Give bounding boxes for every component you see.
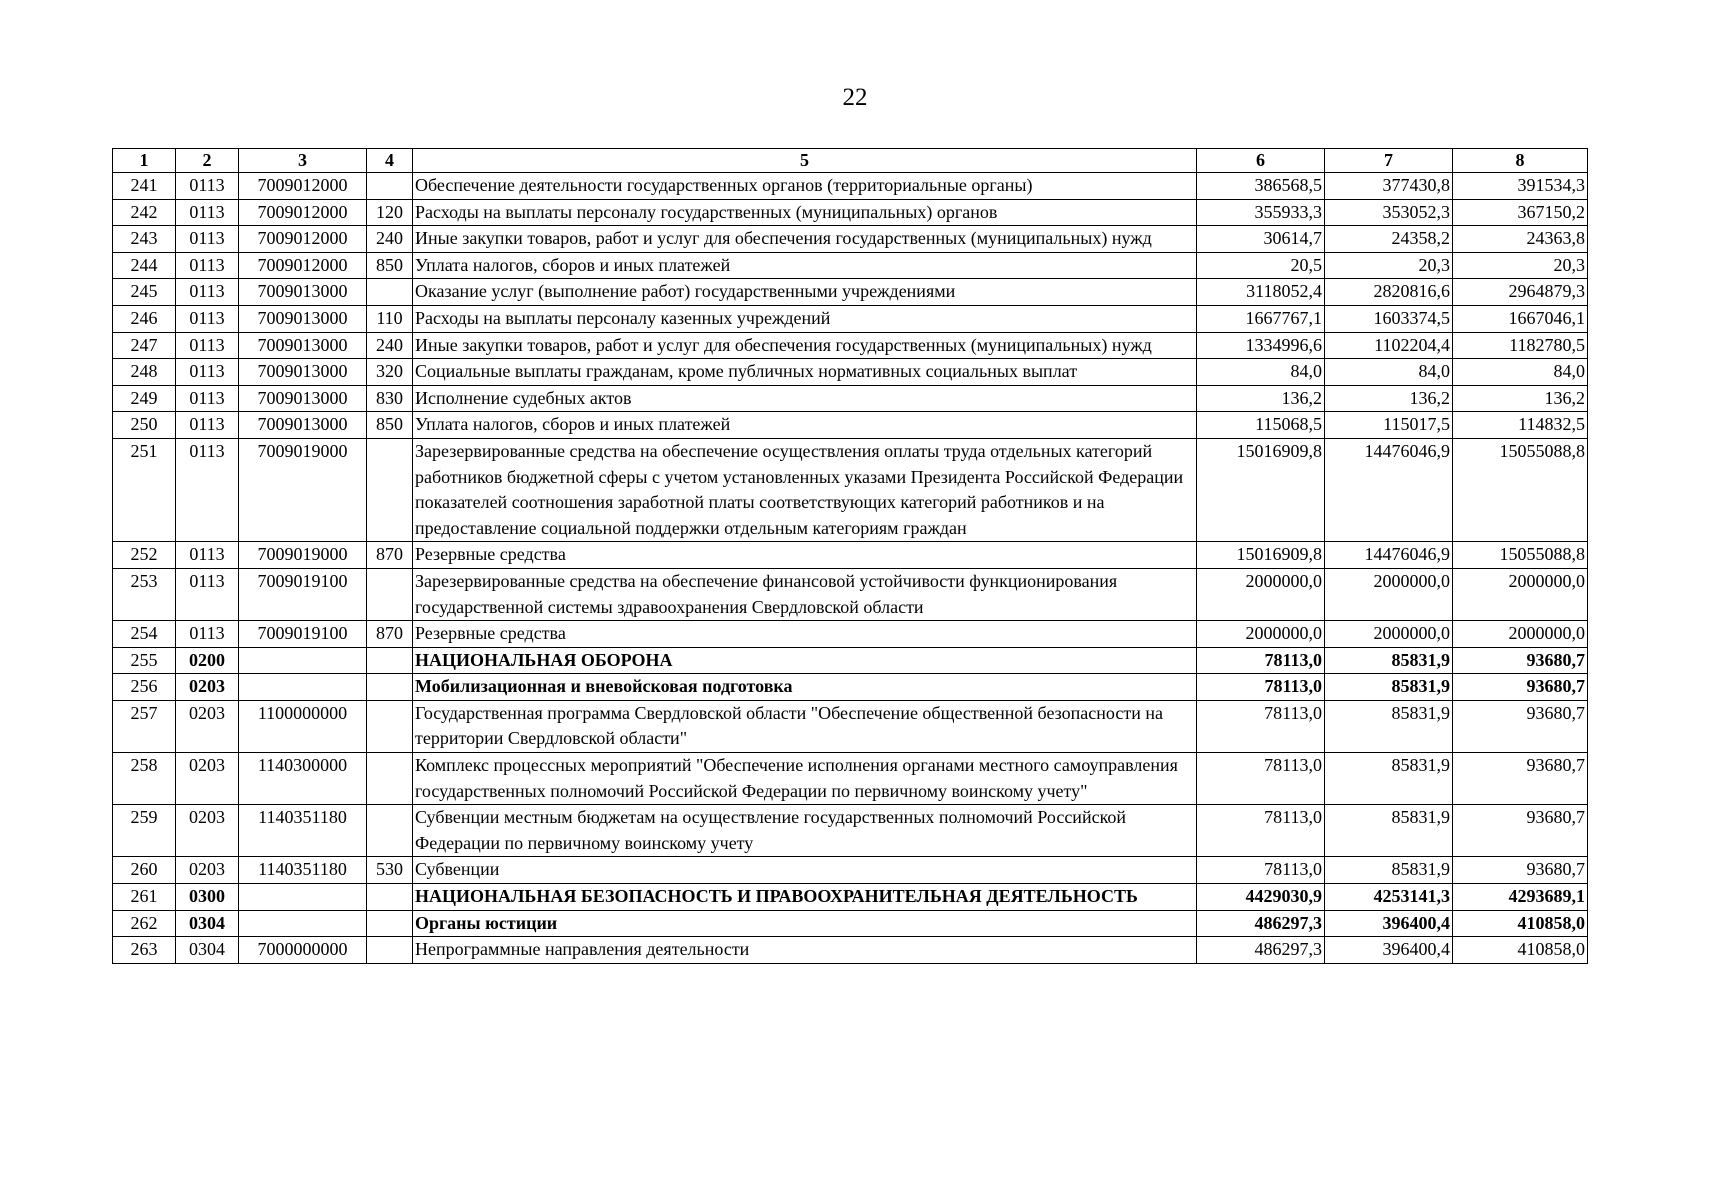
expense-type-cell: 120 bbox=[367, 199, 413, 226]
amount-year3-cell: 2000000,0 bbox=[1453, 568, 1588, 620]
amount-year1-cell: 136,2 bbox=[1197, 385, 1325, 412]
section-code-cell: 0113 bbox=[176, 542, 239, 569]
table-row bbox=[113, 857, 1588, 884]
amount-year3-cell: 367150,2 bbox=[1453, 199, 1588, 226]
amount-year3-cell: 93680,7 bbox=[1453, 753, 1588, 805]
amount-year3-cell: 93680,7 bbox=[1453, 647, 1588, 674]
expense-type-cell bbox=[367, 700, 413, 752]
expense-type-cell: 870 bbox=[367, 621, 413, 648]
amount-year1-cell: 115068,5 bbox=[1197, 412, 1325, 439]
target-article-cell: 7009012000 bbox=[239, 226, 367, 253]
section-code-cell: 0113 bbox=[176, 621, 239, 648]
target-article-cell: 7009019000 bbox=[239, 438, 367, 541]
row-number-cell: 242 bbox=[113, 199, 176, 226]
row-number-cell: 247 bbox=[113, 332, 176, 359]
target-article-cell: 7009013000 bbox=[239, 412, 367, 439]
expense-type-cell bbox=[367, 173, 413, 200]
amount-year3-cell: 114832,5 bbox=[1453, 412, 1588, 439]
target-article-cell bbox=[239, 910, 367, 937]
row-number-cell: 255 bbox=[113, 647, 176, 674]
amount-year2-cell: 85831,9 bbox=[1325, 805, 1453, 857]
amount-year3-cell: 410858,0 bbox=[1453, 910, 1588, 937]
item-name-cell: Субвенции bbox=[413, 857, 1197, 884]
target-article-cell: 7009012000 bbox=[239, 252, 367, 279]
amount-year1-cell: 3118052,4 bbox=[1197, 279, 1325, 306]
item-name-cell: Мобилизационная и вневойсковая подготовка bbox=[413, 674, 1197, 701]
item-name-cell: Резервные средства bbox=[413, 542, 1197, 569]
amount-year3-cell: 410858,0 bbox=[1453, 937, 1588, 964]
amount-year1-cell: 84,0 bbox=[1197, 359, 1325, 386]
amount-year3-cell: 93680,7 bbox=[1453, 700, 1588, 752]
header-col-8: 8 bbox=[1453, 149, 1588, 173]
amount-year1-cell: 20,5 bbox=[1197, 252, 1325, 279]
amount-year1-cell: 486297,3 bbox=[1197, 937, 1325, 964]
table-row bbox=[113, 359, 1588, 386]
amount-year1-cell: 4429030,9 bbox=[1197, 884, 1325, 911]
amount-year2-cell: 85831,9 bbox=[1325, 857, 1453, 884]
item-name-cell: Субвенции местным бюджетам на осуществление государственных полномочий Российской Федерации по первичному воинскому учету bbox=[413, 805, 1197, 857]
expense-type-cell bbox=[367, 937, 413, 964]
section-code-cell: 0203 bbox=[176, 674, 239, 701]
header-col-4: 4 bbox=[367, 149, 413, 173]
amount-year1-cell: 78113,0 bbox=[1197, 674, 1325, 701]
expense-type-cell bbox=[367, 568, 413, 620]
amount-year2-cell: 1102204,4 bbox=[1325, 332, 1453, 359]
row-number-cell: 258 bbox=[113, 753, 176, 805]
amount-year3-cell: 4293689,1 bbox=[1453, 884, 1588, 911]
target-article-cell: 7009013000 bbox=[239, 279, 367, 306]
amount-year1-cell: 78113,0 bbox=[1197, 857, 1325, 884]
item-name-cell: Комплекс процессных мероприятий "Обеспечение исполнения органами местного самоуправления государственных полномочий Российской Федерации по первичному воинскому учету" bbox=[413, 753, 1197, 805]
expense-type-cell bbox=[367, 805, 413, 857]
amount-year2-cell: 396400,4 bbox=[1325, 910, 1453, 937]
table-row bbox=[113, 568, 1588, 620]
amount-year2-cell: 353052,3 bbox=[1325, 199, 1453, 226]
item-name-cell: Обеспечение деятельности государственных органов (территориальные органы) bbox=[413, 173, 1197, 200]
table-row bbox=[113, 252, 1588, 279]
section-code-cell: 0113 bbox=[176, 252, 239, 279]
table-row bbox=[113, 542, 1588, 569]
target-article-cell: 7000000000 bbox=[239, 937, 367, 964]
budget-table bbox=[112, 148, 1588, 964]
row-number-cell: 246 bbox=[113, 305, 176, 332]
expense-type-cell: 870 bbox=[367, 542, 413, 569]
table-row bbox=[113, 884, 1588, 911]
amount-year2-cell: 136,2 bbox=[1325, 385, 1453, 412]
table-row bbox=[113, 621, 1588, 648]
amount-year3-cell: 136,2 bbox=[1453, 385, 1588, 412]
item-name-cell: Иные закупки товаров, работ и услуг для обеспечения государственных (муниципальных) нужд bbox=[413, 226, 1197, 253]
section-code-cell: 0203 bbox=[176, 700, 239, 752]
section-code-cell: 0300 bbox=[176, 884, 239, 911]
expense-type-cell: 830 bbox=[367, 385, 413, 412]
item-name-cell: Резервные средства bbox=[413, 621, 1197, 648]
expense-type-cell: 850 bbox=[367, 252, 413, 279]
target-article-cell: 7009012000 bbox=[239, 199, 367, 226]
amount-year3-cell: 24363,8 bbox=[1453, 226, 1588, 253]
item-name-cell: Уплата налогов, сборов и иных платежей bbox=[413, 412, 1197, 439]
row-number-cell: 257 bbox=[113, 700, 176, 752]
section-code-cell: 0203 bbox=[176, 857, 239, 884]
table-row bbox=[113, 753, 1588, 805]
amount-year2-cell: 396400,4 bbox=[1325, 937, 1453, 964]
table-row bbox=[113, 305, 1588, 332]
table-row bbox=[113, 412, 1588, 439]
amount-year3-cell: 93680,7 bbox=[1453, 805, 1588, 857]
amount-year2-cell: 2000000,0 bbox=[1325, 621, 1453, 648]
amount-year3-cell: 15055088,8 bbox=[1453, 438, 1588, 541]
expense-type-cell: 240 bbox=[367, 332, 413, 359]
item-name-cell: Социальные выплаты гражданам, кроме публичных нормативных социальных выплат bbox=[413, 359, 1197, 386]
table-row bbox=[113, 910, 1588, 937]
amount-year1-cell: 355933,3 bbox=[1197, 199, 1325, 226]
table-row bbox=[113, 674, 1588, 701]
amount-year2-cell: 84,0 bbox=[1325, 359, 1453, 386]
amount-year3-cell: 1667046,1 bbox=[1453, 305, 1588, 332]
page-number: 22 bbox=[842, 84, 868, 111]
header-col-7: 7 bbox=[1325, 149, 1453, 173]
item-name-cell: Расходы на выплаты персоналу государственных (муниципальных) органов bbox=[413, 199, 1197, 226]
amount-year2-cell: 377430,8 bbox=[1325, 173, 1453, 200]
section-code-cell: 0113 bbox=[176, 412, 239, 439]
table-row bbox=[113, 438, 1588, 541]
amount-year3-cell: 93680,7 bbox=[1453, 674, 1588, 701]
amount-year1-cell: 78113,0 bbox=[1197, 805, 1325, 857]
item-name-cell: Непрограммные направления деятельности bbox=[413, 937, 1197, 964]
item-name-cell: Уплата налогов, сборов и иных платежей bbox=[413, 252, 1197, 279]
table-row bbox=[113, 937, 1588, 964]
item-name-cell: Зарезервированные средства на обеспечение осуществления оплаты труда отдельных категорий работников бюджетной сферы с учетом установленных указами Президента Российской Федерации показателей соотношения заработной платы соответствующих категорий работников и на предоставление социальной поддержки отдельным категориям граждан bbox=[413, 438, 1197, 541]
amount-year2-cell: 14476046,9 bbox=[1325, 542, 1453, 569]
amount-year2-cell: 85831,9 bbox=[1325, 647, 1453, 674]
table-row bbox=[113, 332, 1588, 359]
amount-year3-cell: 20,3 bbox=[1453, 252, 1588, 279]
row-number-cell: 260 bbox=[113, 857, 176, 884]
item-name-cell: Оказание услуг (выполнение работ) государственными учреждениями bbox=[413, 279, 1197, 306]
expense-type-cell: 850 bbox=[367, 412, 413, 439]
amount-year1-cell: 15016909,8 bbox=[1197, 438, 1325, 541]
item-name-cell: Государственная программа Свердловской области "Обеспечение общественной безопасности на территории Свердловской области" bbox=[413, 700, 1197, 752]
target-article-cell: 7009019100 bbox=[239, 621, 367, 648]
section-code-cell: 0304 bbox=[176, 910, 239, 937]
header-col-5: 5 bbox=[413, 149, 1197, 173]
amount-year2-cell: 2820816,6 bbox=[1325, 279, 1453, 306]
target-article-cell: 1140351180 bbox=[239, 857, 367, 884]
amount-year3-cell: 15055088,8 bbox=[1453, 542, 1588, 569]
section-code-cell: 0113 bbox=[176, 332, 239, 359]
section-code-cell: 0113 bbox=[176, 438, 239, 541]
table-row bbox=[113, 805, 1588, 857]
row-number-cell: 241 bbox=[113, 173, 176, 200]
amount-year2-cell: 1603374,5 bbox=[1325, 305, 1453, 332]
row-number-cell: 262 bbox=[113, 910, 176, 937]
table-header-row bbox=[113, 149, 1588, 173]
target-article-cell: 1140300000 bbox=[239, 753, 367, 805]
amount-year2-cell: 85831,9 bbox=[1325, 700, 1453, 752]
amount-year2-cell: 115017,5 bbox=[1325, 412, 1453, 439]
target-article-cell bbox=[239, 674, 367, 701]
target-article-cell bbox=[239, 647, 367, 674]
target-article-cell: 7009012000 bbox=[239, 173, 367, 200]
amount-year1-cell: 78113,0 bbox=[1197, 700, 1325, 752]
amount-year3-cell: 1182780,5 bbox=[1453, 332, 1588, 359]
target-article-cell bbox=[239, 884, 367, 911]
expense-type-cell: 240 bbox=[367, 226, 413, 253]
amount-year2-cell: 4253141,3 bbox=[1325, 884, 1453, 911]
table-row bbox=[113, 700, 1588, 752]
section-code-cell: 0200 bbox=[176, 647, 239, 674]
table-row bbox=[113, 226, 1588, 253]
expense-type-cell bbox=[367, 753, 413, 805]
amount-year2-cell: 2000000,0 bbox=[1325, 568, 1453, 620]
amount-year1-cell: 1667767,1 bbox=[1197, 305, 1325, 332]
amount-year1-cell: 386568,5 bbox=[1197, 173, 1325, 200]
amount-year1-cell: 2000000,0 bbox=[1197, 621, 1325, 648]
row-number-cell: 254 bbox=[113, 621, 176, 648]
target-article-cell: 7009019100 bbox=[239, 568, 367, 620]
table-row bbox=[113, 279, 1588, 306]
amount-year2-cell: 85831,9 bbox=[1325, 674, 1453, 701]
amount-year1-cell: 78113,0 bbox=[1197, 753, 1325, 805]
row-number-cell: 245 bbox=[113, 279, 176, 306]
expense-type-cell bbox=[367, 438, 413, 541]
amount-year1-cell: 1334996,6 bbox=[1197, 332, 1325, 359]
section-code-cell: 0113 bbox=[176, 385, 239, 412]
expense-type-cell bbox=[367, 884, 413, 911]
row-number-cell: 263 bbox=[113, 937, 176, 964]
row-number-cell: 244 bbox=[113, 252, 176, 279]
amount-year3-cell: 2000000,0 bbox=[1453, 621, 1588, 648]
amount-year3-cell: 391534,3 bbox=[1453, 173, 1588, 200]
header-col-3: 3 bbox=[239, 149, 367, 173]
expense-type-cell: 320 bbox=[367, 359, 413, 386]
section-code-cell: 0113 bbox=[176, 359, 239, 386]
section-code-cell: 0113 bbox=[176, 173, 239, 200]
section-code-cell: 0113 bbox=[176, 305, 239, 332]
target-article-cell: 7009013000 bbox=[239, 385, 367, 412]
expense-type-cell bbox=[367, 910, 413, 937]
table-row bbox=[113, 385, 1588, 412]
amount-year2-cell: 14476046,9 bbox=[1325, 438, 1453, 541]
expense-type-cell: 110 bbox=[367, 305, 413, 332]
row-number-cell: 256 bbox=[113, 674, 176, 701]
item-name-cell: Зарезервированные средства на обеспечение финансовой устойчивости функционирования государственной системы здравоохранения Свердловской области bbox=[413, 568, 1197, 620]
table-body bbox=[113, 173, 1588, 964]
target-article-cell: 7009013000 bbox=[239, 305, 367, 332]
target-article-cell: 7009019000 bbox=[239, 542, 367, 569]
expense-type-cell bbox=[367, 279, 413, 306]
row-number-cell: 259 bbox=[113, 805, 176, 857]
row-number-cell: 248 bbox=[113, 359, 176, 386]
header-col-6: 6 bbox=[1197, 149, 1325, 173]
row-number-cell: 253 bbox=[113, 568, 176, 620]
row-number-cell: 252 bbox=[113, 542, 176, 569]
row-number-cell: 249 bbox=[113, 385, 176, 412]
item-name-cell: Исполнение судебных актов bbox=[413, 385, 1197, 412]
table-row bbox=[113, 173, 1588, 200]
target-article-cell: 1100000000 bbox=[239, 700, 367, 752]
section-code-cell: 0304 bbox=[176, 937, 239, 964]
amount-year2-cell: 85831,9 bbox=[1325, 753, 1453, 805]
target-article-cell: 1140351180 bbox=[239, 805, 367, 857]
section-code-cell: 0113 bbox=[176, 279, 239, 306]
amount-year1-cell: 2000000,0 bbox=[1197, 568, 1325, 620]
row-number-cell: 243 bbox=[113, 226, 176, 253]
item-name-cell: Органы юстиции bbox=[413, 910, 1197, 937]
table-row bbox=[113, 647, 1588, 674]
amount-year3-cell: 84,0 bbox=[1453, 359, 1588, 386]
table-row bbox=[113, 199, 1588, 226]
amount-year2-cell: 20,3 bbox=[1325, 252, 1453, 279]
amount-year3-cell: 93680,7 bbox=[1453, 857, 1588, 884]
amount-year1-cell: 30614,7 bbox=[1197, 226, 1325, 253]
amount-year3-cell: 2964879,3 bbox=[1453, 279, 1588, 306]
section-code-cell: 0203 bbox=[176, 753, 239, 805]
section-code-cell: 0113 bbox=[176, 568, 239, 620]
header-col-1: 1 bbox=[113, 149, 176, 173]
target-article-cell: 7009013000 bbox=[239, 332, 367, 359]
row-number-cell: 261 bbox=[113, 884, 176, 911]
item-name-cell: Расходы на выплаты персоналу казенных учреждений bbox=[413, 305, 1197, 332]
amount-year1-cell: 486297,3 bbox=[1197, 910, 1325, 937]
section-code-cell: 0113 bbox=[176, 226, 239, 253]
amount-year1-cell: 15016909,8 bbox=[1197, 542, 1325, 569]
section-code-cell: 0203 bbox=[176, 805, 239, 857]
item-name-cell: НАЦИОНАЛЬНАЯ ОБОРОНА bbox=[413, 647, 1197, 674]
expense-type-cell bbox=[367, 647, 413, 674]
target-article-cell: 7009013000 bbox=[239, 359, 367, 386]
item-name-cell: НАЦИОНАЛЬНАЯ БЕЗОПАСНОСТЬ И ПРАВООХРАНИТЕЛЬНАЯ ДЕЯТЕЛЬНОСТЬ bbox=[413, 884, 1197, 911]
section-code-cell: 0113 bbox=[176, 199, 239, 226]
expense-type-cell bbox=[367, 674, 413, 701]
row-number-cell: 250 bbox=[113, 412, 176, 439]
header-col-2: 2 bbox=[176, 149, 239, 173]
row-number-cell: 251 bbox=[113, 438, 176, 541]
expense-type-cell: 530 bbox=[367, 857, 413, 884]
amount-year1-cell: 78113,0 bbox=[1197, 647, 1325, 674]
item-name-cell: Иные закупки товаров, работ и услуг для обеспечения государственных (муниципальных) нужд bbox=[413, 332, 1197, 359]
amount-year2-cell: 24358,2 bbox=[1325, 226, 1453, 253]
